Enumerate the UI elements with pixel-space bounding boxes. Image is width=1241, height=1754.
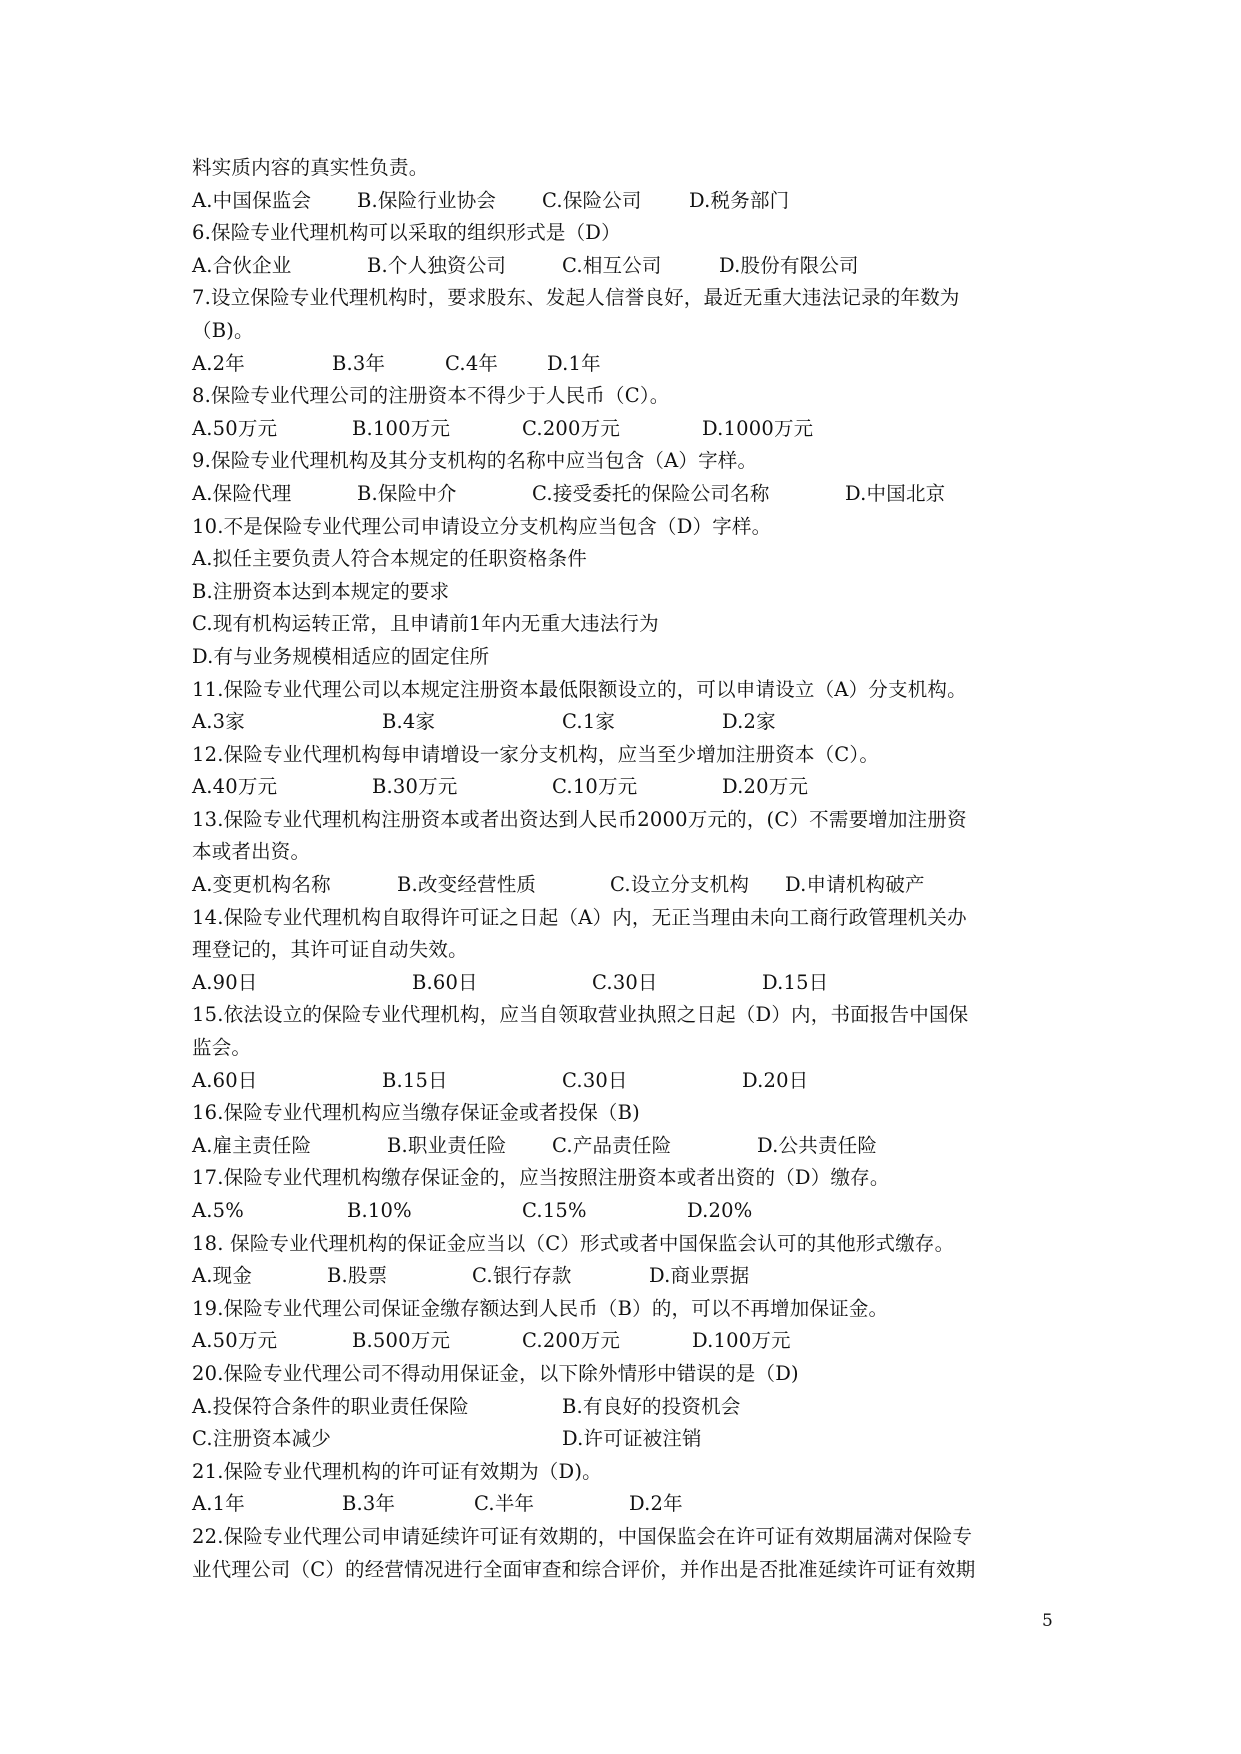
text-line: 15.依法设立的保险专业代理机构，应当自领取营业执照之日起（D）内，书面报告中国保 <box>192 1003 969 1027</box>
text-line: 料实质内容的真实性负责。 <box>192 156 429 179</box>
answer-option: C.相互公司 <box>562 253 662 277</box>
answer-option: C.银行存款 <box>472 1264 572 1288</box>
text-line: 17.保险专业代理机构缴存保证金的，应当按照注册资本或者出资的（D）缴存。 <box>192 1166 890 1190</box>
answer-option: B.500万元 <box>352 1329 451 1353</box>
answer-option: B.股票 <box>327 1264 388 1288</box>
answer-option: C.1家 <box>562 710 616 734</box>
page-number: 5 <box>1042 1611 1053 1631</box>
text-line: 9.保险专业代理机构及其分支机构的名称中应当包含（A）字样。 <box>192 449 758 473</box>
answer-options-row <box>192 1130 1062 1163</box>
answer-options-row <box>192 771 1062 804</box>
answer-option: A.现金 <box>192 1264 253 1288</box>
answer-option: C.15% <box>522 1199 587 1222</box>
answer-option: A.保险代理 <box>192 481 292 505</box>
text-line: 10.不是保险专业代理公司申请设立分支机构应当包含（D）字样。 <box>192 514 772 538</box>
text-line: 业代理公司（C）的经营情况进行全面审查和综合评价，并作出是否批准延续许可证有效期 <box>192 1557 976 1581</box>
text-line: A.拟任主要负责人符合本规定的任职资格条件 <box>192 547 587 571</box>
answer-option: B.100万元 <box>352 416 451 440</box>
text-line: 8.保险专业代理公司的注册资本不得少于人民币（C）。 <box>192 384 670 408</box>
answer-option: A.合伙企业 <box>192 253 292 277</box>
answer-option: B.60日 <box>412 970 478 994</box>
answer-option: C.接受委托的保险公司名称 <box>532 481 770 505</box>
answer-option: C.200万元 <box>522 416 621 440</box>
answer-options-row <box>192 1195 1062 1228</box>
answer-option: D.许可证被注销 <box>562 1427 702 1451</box>
answer-option: D.申请机构破产 <box>785 873 925 897</box>
answer-option: D.20万元 <box>722 775 809 799</box>
answer-option: B.职业责任险 <box>387 1133 507 1157</box>
answer-option: C.注册资本减少 <box>192 1427 332 1451</box>
text-line: 22.保险专业代理公司申请延续许可证有效期的，中国保监会在许可证有效期届满对保险专 <box>192 1524 973 1548</box>
answer-option: B.10% <box>347 1199 412 1222</box>
text-line: 12.保险专业代理机构每申请增设一家分支机构，应当至少增加注册资本（C）。 <box>192 742 880 766</box>
answer-options-row <box>192 413 1062 446</box>
answer-option: C.4年 <box>445 351 499 375</box>
answer-option: C.设立分支机构 <box>610 873 750 897</box>
answer-option: A.变更机构名称 <box>192 873 331 897</box>
answer-option: D.1年 <box>547 351 601 375</box>
answer-option: A.投保符合条件的职业责任保险 <box>192 1394 469 1418</box>
answer-options-row <box>192 185 1062 218</box>
answer-option: D.100万元 <box>692 1329 791 1353</box>
answer-option: C.30日 <box>562 1068 628 1092</box>
answer-option: A.3家 <box>192 710 245 734</box>
text-line: C.现有机构运转正常，且申请前1年内无重大违法行为 <box>192 612 659 636</box>
answer-option: C.产品责任险 <box>552 1133 672 1157</box>
answer-option: B.保险行业协会 <box>357 188 497 212</box>
text-line: 本或者出资。 <box>192 840 311 864</box>
answer-options-row <box>192 967 1062 1000</box>
answer-option: C.200万元 <box>522 1329 621 1353</box>
text-line: （B)。 <box>192 318 254 342</box>
answer-option: B.保险中介 <box>357 481 457 505</box>
text-line: D.有与业务规模相适应的固定住所 <box>192 644 490 668</box>
answer-option: B.3年 <box>332 351 386 375</box>
answer-option: C.保险公司 <box>542 188 642 212</box>
text-line: 理登记的，其许可证自动失效。 <box>192 938 468 962</box>
answer-options-row <box>192 250 1062 283</box>
text-line: 监会。 <box>192 1036 252 1060</box>
answer-option: A.5% <box>192 1199 245 1222</box>
text-line: 11.保险专业代理公司以本规定注册资本最低限额设立的，可以申请设立（A）分支机构。 <box>192 677 967 701</box>
page-body <box>192 152 1062 1586</box>
answer-options-row <box>192 1391 1062 1424</box>
answer-option: D.20日 <box>742 1068 809 1092</box>
answer-options-row <box>192 1260 1062 1293</box>
answer-options-row <box>192 478 1062 511</box>
answer-option: D.2家 <box>722 710 776 734</box>
answer-option: A.50万元 <box>192 416 278 440</box>
answer-options-row <box>192 1423 1062 1456</box>
answer-option: A.1年 <box>192 1492 245 1516</box>
answer-option: D.15日 <box>762 970 829 994</box>
text-line: 6.保险专业代理机构可以采取的组织形式是（D） <box>192 221 621 245</box>
answer-option: B.改变经营性质 <box>397 873 537 897</box>
answer-option: D.股份有限公司 <box>719 253 859 277</box>
text-line: 19.保险专业代理公司保证金缴存额达到人民币（B）的，可以不再增加保证金。 <box>192 1296 889 1320</box>
answer-option: D.税务部门 <box>689 188 790 212</box>
answer-option: B.15日 <box>382 1068 448 1092</box>
answer-options-row <box>192 1325 1062 1358</box>
answer-option: C.半年 <box>474 1492 535 1516</box>
answer-option: D.商业票据 <box>649 1264 750 1288</box>
answer-option: C.10万元 <box>552 775 638 799</box>
answer-option: D.公共责任险 <box>757 1133 878 1157</box>
answer-option: A.中国保监会 <box>192 188 312 212</box>
answer-option: D.20% <box>687 1199 753 1222</box>
answer-option: A.60日 <box>192 1068 258 1092</box>
answer-option: A.90日 <box>192 970 258 994</box>
text-line: 13.保险专业代理机构注册资本或者出资达到人民币2000万元的，(C）不需要增加注册资 <box>192 807 967 831</box>
answer-option: A.雇主责任险 <box>192 1133 312 1157</box>
text-line: 18. 保险专业代理机构的保证金应当以（C）形式或者中国保监会认可的其他形式缴存。 <box>192 1231 955 1255</box>
answer-options-row <box>192 348 1062 381</box>
answer-option: A.40万元 <box>192 775 278 799</box>
text-line: 14.保险专业代理机构自取得许可证之日起（A）内，无正当理由未向工商行政管理机关办 <box>192 905 967 929</box>
answer-option: D.1000万元 <box>702 416 814 440</box>
answer-options-row <box>192 869 1062 902</box>
answer-option: D.2年 <box>629 1492 683 1516</box>
answer-option: B.有良好的投资机会 <box>562 1394 741 1418</box>
answer-options-row <box>192 706 1062 739</box>
text-line: 7.设立保险专业代理机构时，要求股东、发起人信誉良好，最近无重大违法记录的年数为 <box>192 286 960 310</box>
answer-option: A.2年 <box>192 351 245 375</box>
answer-options-row <box>192 1488 1062 1521</box>
answer-option: B.3年 <box>342 1492 396 1516</box>
text-line: B.注册资本达到本规定的要求 <box>192 579 450 603</box>
text-line: 21.保险专业代理机构的许可证有效期为（D)。 <box>192 1459 602 1483</box>
answer-option: B.个人独资公司 <box>367 253 507 277</box>
answer-options-row <box>192 1065 1062 1098</box>
answer-option: D.中国北京 <box>845 481 946 505</box>
text-line: 16.保险专业代理机构应当缴存保证金或者投保（B) <box>192 1101 640 1125</box>
answer-option: A.50万元 <box>192 1329 278 1353</box>
answer-option: B.4家 <box>382 710 436 734</box>
answer-option: C.30日 <box>592 970 658 994</box>
text-line: 20.保险专业代理公司不得动用保证金，以下除外情形中错误的是（D) <box>192 1361 799 1385</box>
answer-option: B.30万元 <box>372 775 458 799</box>
